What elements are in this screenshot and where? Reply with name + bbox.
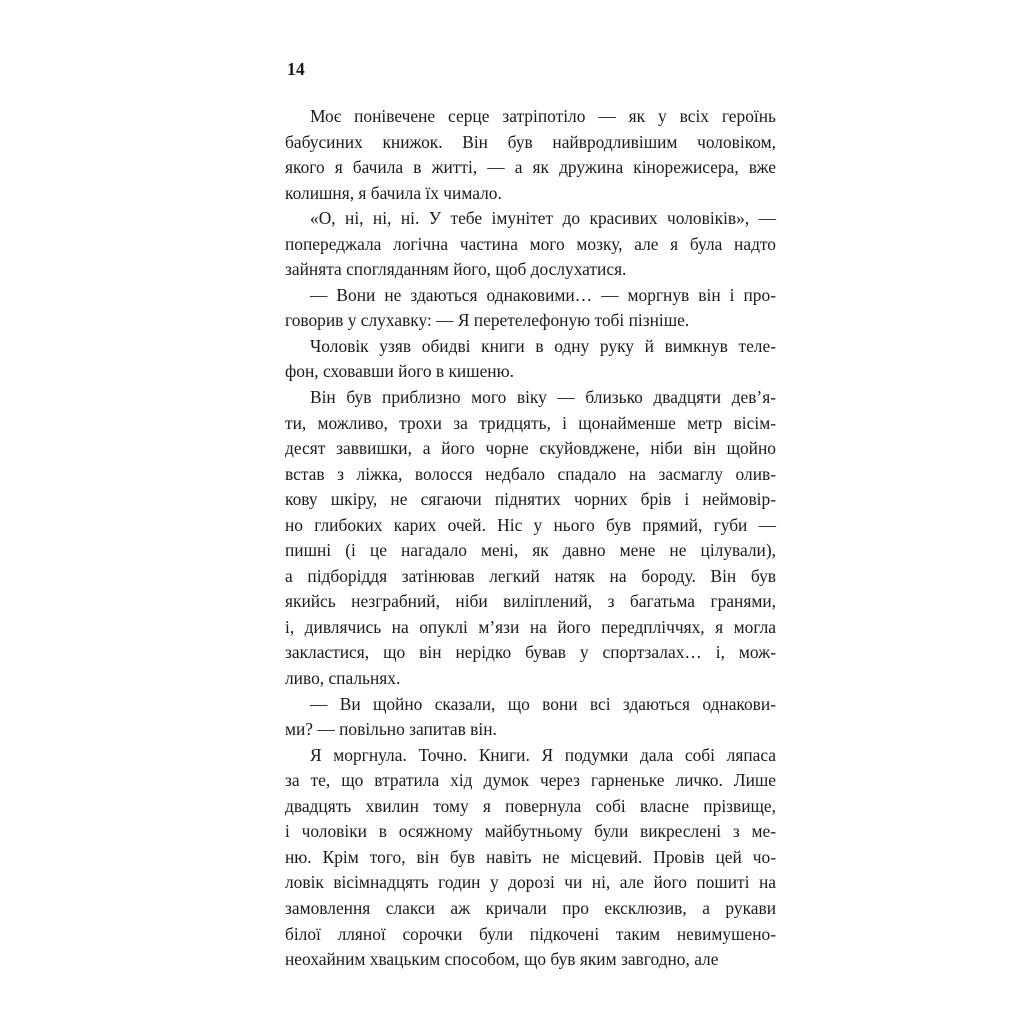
paragraph — [285, 385, 776, 692]
text-line: но глибоких карих очей. Ніс у нього був прямий, губи — — [285, 514, 776, 535]
text-line: Я моргнула. Точно. Книги. Я подумки дала собі ляпаса — [310, 744, 776, 765]
text-line: фон, сховавши його в кишеню. — [285, 361, 514, 382]
text-line: а підборіддя затінював легкий натяк на бороду. Він був — [285, 565, 776, 586]
text-line: — Вони не здаються однаковими… — моргнув він і про- — [310, 284, 776, 305]
text-line: «О, ні, ні, ні. У тебе імунітет до красивих чоловіків», — — [310, 208, 776, 229]
text-line: замовлення слакси аж кричали про ексклюзив, а рукави — [285, 897, 776, 918]
text-line: якого я бачила в житті, — а як дружина кінорежисера, вже — [285, 157, 776, 178]
text-line: неохайним хвацьким способом, що був яким завгодно, але — [285, 949, 719, 970]
text-line: попереджала логічна частина мого мозку, але я була надто — [285, 233, 776, 254]
paragraph — [285, 334, 776, 385]
text-line: бабусиних книжок. Він був найвродливішим чоловіком, — [285, 131, 776, 152]
text-line: білої лляної сорочки були підкочені таким невимушено- — [285, 923, 776, 944]
text-line: і, дивлячись на опуклі м’язи на його передпліччях, я могла — [285, 616, 776, 637]
text-line: закластися, що він нерідко бував у спортзалах… і, мож- — [285, 642, 776, 663]
paragraph — [285, 104, 776, 206]
text-line: встав з ліжка, волосся недбало спадало на засмаглу олив- — [285, 463, 776, 484]
text-line: Моє понівечене серце затріпотіло — як у всіх героїнь — [310, 106, 776, 126]
text-line: і чоловіки в осяжному майбутньому були викреслені з ме- — [285, 821, 776, 842]
text-line: ливо, спальнях. — [285, 668, 401, 689]
paragraph — [285, 743, 776, 973]
text-line: Він був приблизно мого віку — близько двадцяти дев’я- — [310, 387, 776, 408]
text-line: за те, що втратила хід думок через гарненьке личко. Лише — [285, 770, 776, 791]
text-line: ми? — повільно запитав він. — [285, 719, 497, 740]
page-number: 14 — [287, 59, 306, 79]
text-line: ловік вісімнадцять годин у дорозі чи ні, але його пошиті на — [285, 872, 776, 893]
text-line: якийсь незграбний, ніби виліплений, з багатьма гранями, — [285, 591, 776, 612]
body-text-column — [285, 104, 776, 973]
paragraph — [285, 283, 776, 334]
text-line: зайнята спогляданням його, щоб дослухатися. — [285, 259, 627, 280]
text-line: — Ви щойно сказали, що вони всі здаються однакови- — [310, 693, 776, 714]
text-line: говорив у слухавку: — Я перетелефоную тобі пізніше. — [285, 310, 690, 331]
text-line: двадцять хвилин тому я повернула собі власне прізвище, — [285, 795, 776, 816]
text-line: Чоловік узяв обидві книги в одну руку й вимкнув теле- — [310, 335, 776, 356]
text-line: ню. Крім того, він був навіть не місцевий. Провів цей чо- — [285, 846, 776, 867]
text-line: десят заввишки, а його чорне скуйовджене, ніби він щойно — [285, 438, 776, 459]
text-line: пишні (і це нагадало мені, як давно мене не цілували), — [285, 540, 776, 561]
paragraph — [285, 206, 776, 283]
text-line: ти, можливо, трохи за тридцять, і щонайменше метр вісім- — [285, 412, 776, 433]
paragraph — [285, 692, 776, 743]
text-line: кову шкіру, не сягаючи піднятих чорних брів і неймовір- — [285, 489, 776, 510]
text-line: колишня, я бачила їх чимало. — [285, 182, 502, 203]
